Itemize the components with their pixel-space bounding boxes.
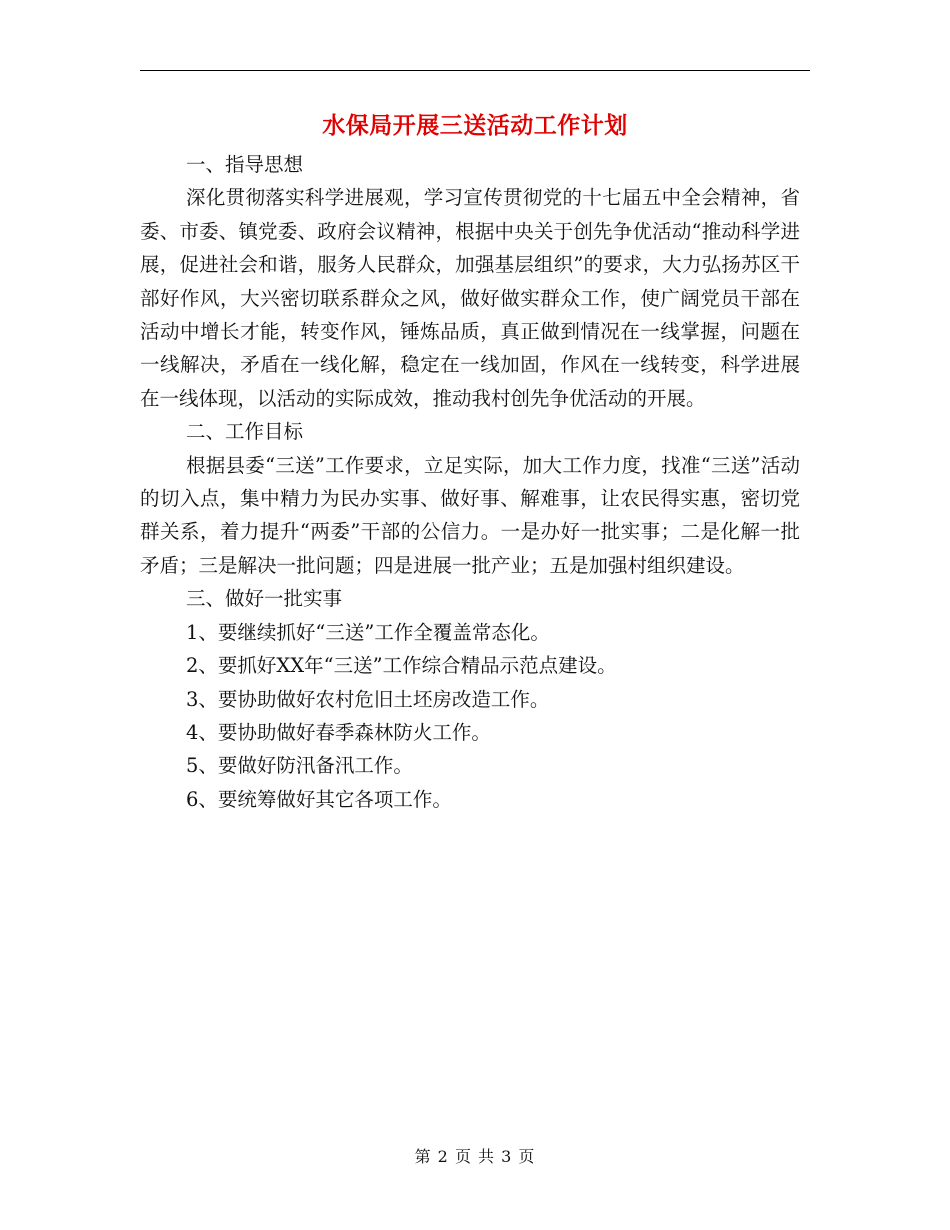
list-item: 1、要继续抓好“三送”工作全覆盖常态化。 <box>186 620 550 644</box>
section-heading-practical-tasks: 三、做好一批实事 <box>186 587 343 611</box>
document-body <box>140 148 800 816</box>
paragraph-guiding-ideology: 深化贯彻落实科学进展观，学习宣传贯彻党的十七届五中全会精神，省委、市委、镇党委、政府会议精神，根据中央关于创先争优活动“推动科学进展，促进社会和谐，服务人民群众，加强基层组织”的要求，大力弘扬苏区干部好作风，大兴密切联系群众之风，做好做实群众工作，使广阔党员干部在活动中增长才能，转变作风，锤炼品质，真正做到情况在一线掌握，问题在一线解决，矛盾在一线化解，稳定在一线加固，作风在一线转变，科学进展在一线体现，以活动的实际成效，推动我村创先争优活动的开展。 <box>140 186 800 410</box>
list-item: 2、要抓好XX年“三送”工作综合精品示范点建设。 <box>186 654 617 678</box>
list-item: 6、要统筹做好其它各项工作。 <box>186 787 452 811</box>
list-item: 4、要协助做好春季森林防火工作。 <box>186 720 491 744</box>
list-item: 3、要协助做好农村危旧土坯房改造工作。 <box>186 687 550 711</box>
section-heading-work-goals: 二、工作目标 <box>186 420 304 444</box>
document-title: 水保局开展三送活动工作计划 <box>322 112 628 139</box>
header-rule <box>140 70 810 71</box>
section-heading-guiding-ideology: 一、指导思想 <box>186 153 304 176</box>
list-item: 5、要做好防汛备汛工作。 <box>186 754 413 778</box>
page-number-footer: 第 2 页 共 3 页 <box>414 1147 536 1166</box>
paragraph-work-goals: 根据县委“三送”工作要求，立足实际，加大工作力度，找准“三送”活动的切入点，集中精力为民办实事、做好事、解难事，让农民得实惠，密切党群关系，着力提升“两委”干部的公信力。一是办好一批实事；二是化解一批矛盾；三是解决一批问题；四是进展一批产业；五是加强村组织建设。 <box>140 453 800 577</box>
